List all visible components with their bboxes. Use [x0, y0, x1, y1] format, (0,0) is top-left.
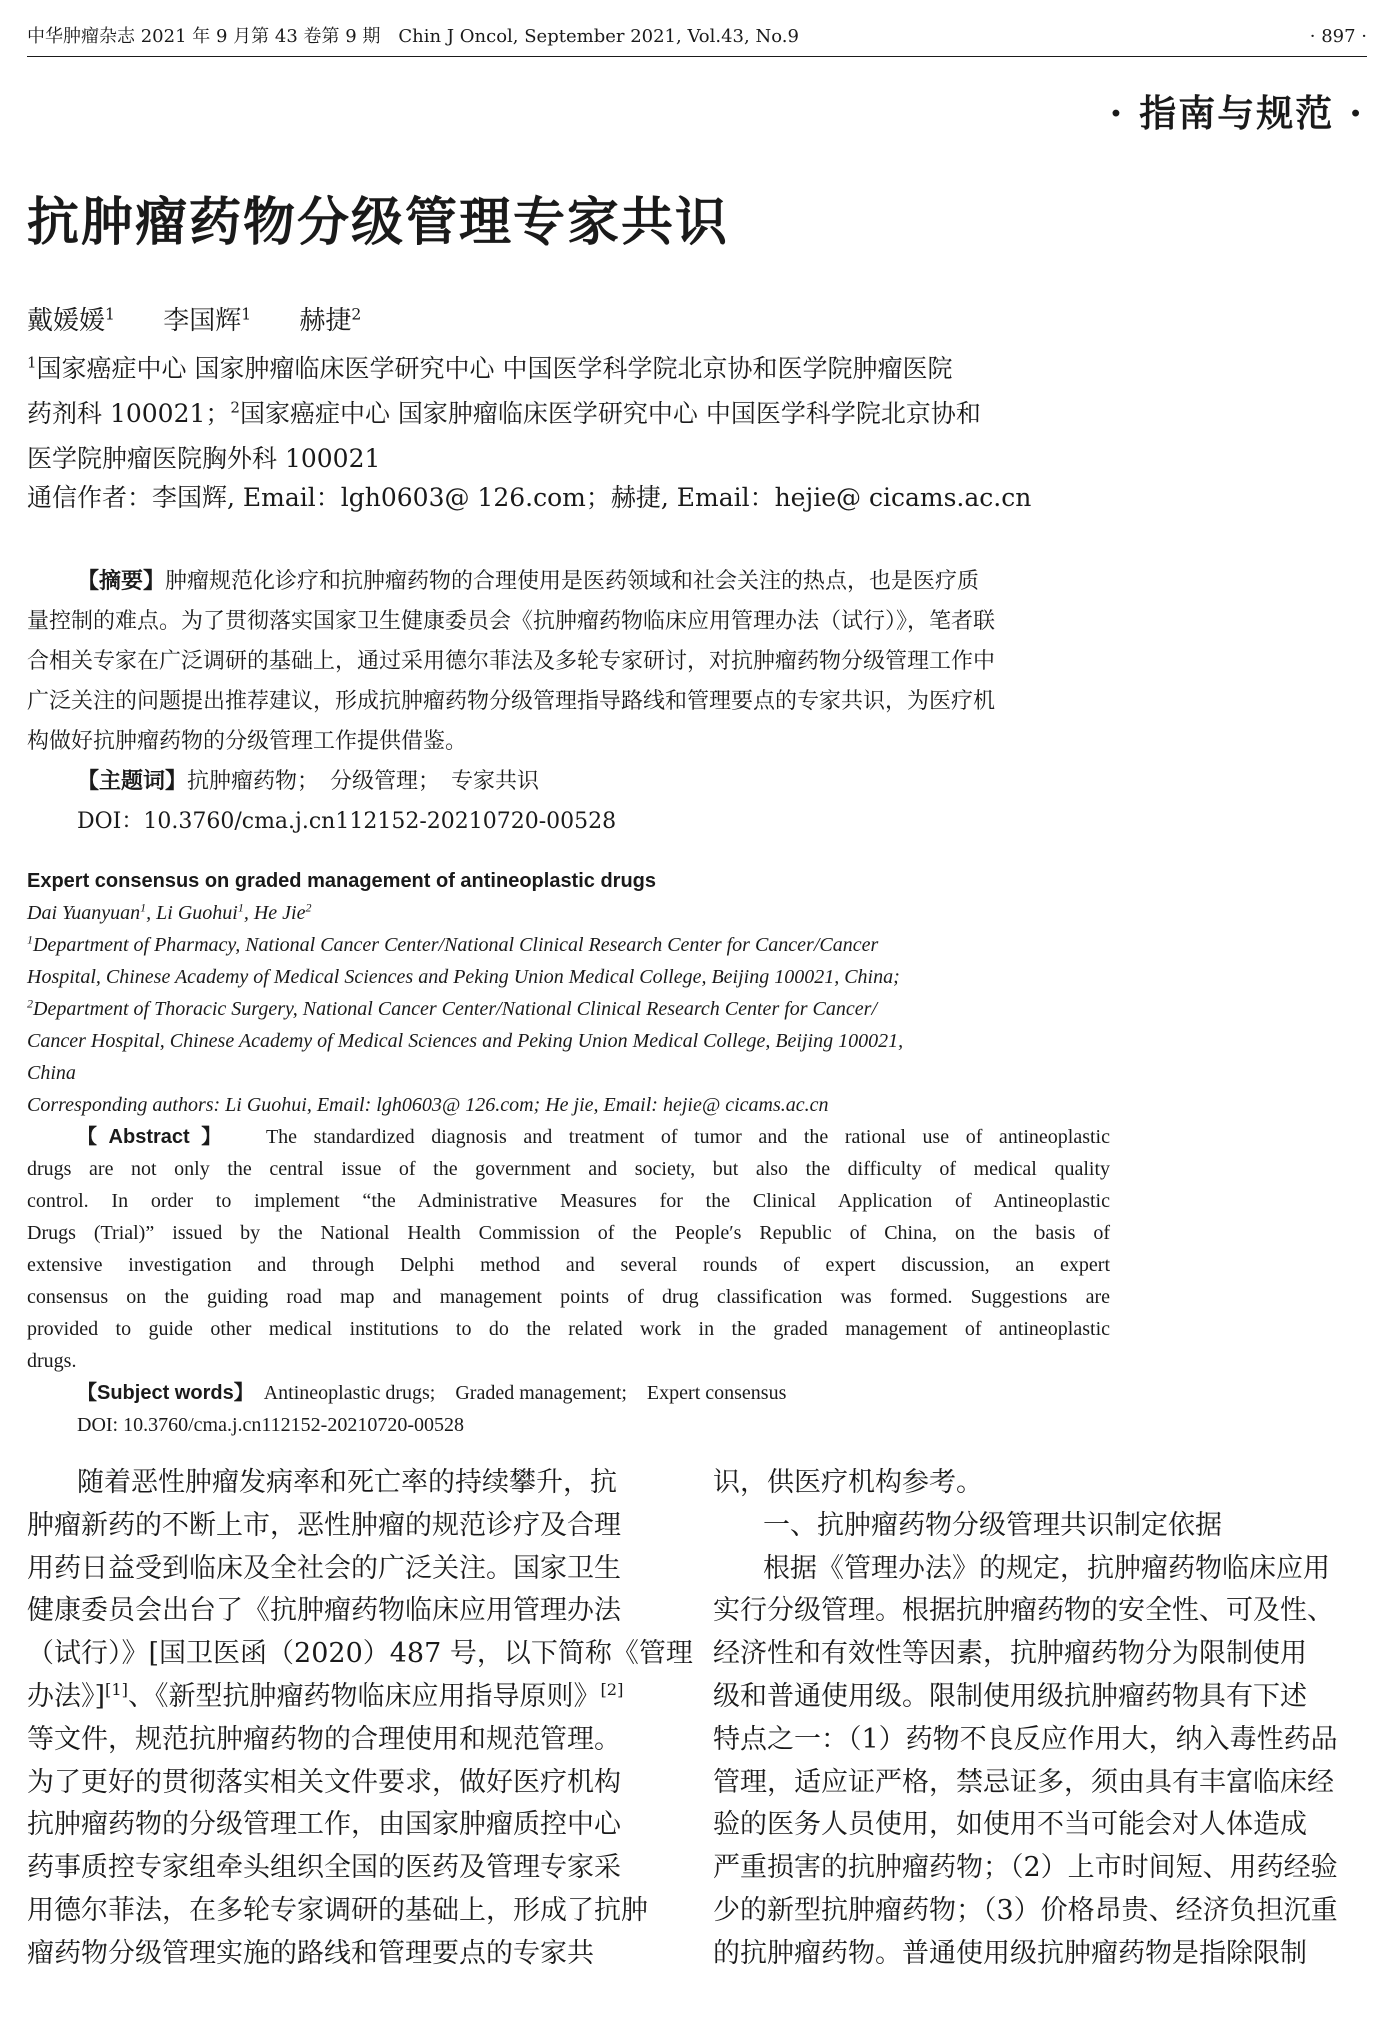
- affil-text: Department of Pharmacy, National Cancer Center/National Clinical Research Center for Cancer/Cancer: [33, 934, 879, 956]
- section-heading: 一、抗肿瘤药物分级管理共识制定依据: [763, 1509, 1222, 1541]
- body-line: 根据《管理办法》的规定，抗肿瘤药物临床应用: [763, 1552, 1330, 1584]
- running-head: [27, 24, 1367, 52]
- body-line: 严重损害的抗肿瘤药物；（2）上市时间短、用药经验: [713, 1852, 1338, 1884]
- body-column-right: [713, 1462, 1353, 1976]
- affil-text: 国家癌症中心 国家肿瘤临床医学研究中心 中国医学科学院北京协和: [239, 399, 981, 428]
- section-tag: · 指南与规范 ·: [1109, 91, 1364, 135]
- cn-corresponding-author: 通信作者：李国辉, Email：lgh0603@ 126.com；赫捷, Email：hejie@ cicams.ac.cn: [27, 483, 1032, 512]
- keywords-line: [27, 762, 1110, 802]
- body-text: 、《新型抗肿瘤药物临床应用指导原则》: [127, 1680, 601, 1712]
- affil-mark: 2: [27, 996, 33, 1011]
- body-line: 随着恶性肿瘤发病率和死亡率的持续攀升，抗: [77, 1467, 617, 1498]
- cn-author: [163, 306, 251, 336]
- en-author-name: Dai Yuanyuan: [27, 902, 141, 924]
- cn-author: [27, 306, 115, 336]
- cn-author-affil-mark: 1: [241, 305, 252, 324]
- en-authors: Dai Yuanyuan$^1$, Li Guohui$^1$, He Jie$^2$: [27, 900, 312, 924]
- body-line: 识，供医疗机构参考。: [713, 1467, 983, 1498]
- cn-affil-line: [27, 391, 1127, 436]
- abstract-line: [27, 562, 1110, 602]
- affil-text: 药剂科 100021；: [27, 399, 231, 428]
- body-line: 肿瘤新药的不断上市，恶性肿瘤的规范诊疗及合理: [27, 1509, 621, 1541]
- en-author-affil-mark: 2: [305, 900, 312, 915]
- body-line: （试行）》[国卫医函（2020）487 号，以下简称《管理: [27, 1638, 693, 1670]
- body-line: 为了更好的贯彻落实相关文件要求，做好医疗机构: [27, 1766, 621, 1798]
- abstract-label: 【摘要】: [77, 569, 166, 594]
- en-author-affil-mark: 1: [237, 900, 244, 915]
- cn-doi: DOI：10.3760/cma.j.cn112152-20210720-00528: [77, 809, 617, 834]
- cn-author-affil-mark: 1: [105, 305, 115, 324]
- body-line: 瘤药物分级管理实施的路线和管理要点的专家共: [27, 1937, 594, 1969]
- body-text: 办法》]: [27, 1680, 106, 1712]
- en-abstract-line: provided to guide other medical institutions to do the related work in the graded management of antineoplastic: [27, 1318, 1110, 1340]
- en-abstract-line: consensus on the guiding road map and management points of drug classification was formed. Suggestions are: [27, 1286, 1110, 1308]
- en-affil-line: [27, 993, 1110, 1025]
- article-title: 抗肿瘤药物分级管理专家共识: [27, 192, 730, 253]
- en-subject-label: 【Subject words】: [77, 1382, 254, 1404]
- body-line: 等文件，规范抗肿瘤药物的合理使用和规范管理。: [27, 1723, 621, 1755]
- cn-affil-line: 医学院肿瘤医院胸外科 100021: [27, 444, 381, 473]
- en-abstract-label: 【Abstract】: [77, 1126, 233, 1148]
- affil-mark: 2: [230, 398, 240, 417]
- journal-citation: 中华肿瘤杂志 2021 年 9 月第 43 卷第 9 期 Chin J Oncol, September 2021, Vol.43, No.9: [27, 26, 799, 47]
- en-doi: DOI: 10.3760/cma.j.cn112152-20210720-00528: [77, 1414, 464, 1436]
- keywords-label: 【主题词】: [77, 769, 188, 794]
- en-affil-line: Hospital, Chinese Academy of Medical Sciences and Peking Union Medical College, Beijing 100021, China;: [27, 966, 900, 988]
- reference-citation[interactable]: [1]: [105, 1679, 128, 1699]
- body-line: 特点之一：（1）药物不良反应作用大，纳入毒性药品: [713, 1723, 1338, 1755]
- en-author-name: Li Guohui: [156, 902, 238, 924]
- abstract-line: 广泛关注的问题提出推荐建议，形成抗肿瘤药物分级管理指导路线和管理要点的专家共识，为医疗机: [27, 689, 996, 714]
- keywords-text: 抗肿瘤药物； 分级管理； 专家共识: [187, 769, 540, 794]
- abstract-line: 量控制的难点。为了贯彻落实国家卫生健康委员会《抗肿瘤药物临床应用管理办法（试行）》，笔者联: [27, 609, 996, 634]
- body-line: 少的新型抗肿瘤药物；（3）价格昂贵、经济负担沉重: [713, 1894, 1338, 1926]
- cn-authors: [27, 302, 401, 340]
- en-affil-line: Cancer Hospital, Chinese Academy of Medical Sciences and Peking Union Medical College, Beijing 100021,: [27, 1030, 904, 1052]
- abstract-line: 构做好抗肿瘤药物的分级管理工作提供借鉴。: [27, 729, 468, 754]
- affil-text: 国家癌症中心 国家肿瘤临床医学研究中心 中国医学科学院北京协和医学院肿瘤医院: [36, 354, 953, 383]
- header-rule: [27, 56, 1367, 57]
- cn-author-name: 李国辉: [163, 306, 242, 336]
- body-line: 健康委员会出台了《抗肿瘤药物临床应用管理办法: [27, 1595, 621, 1627]
- en-author-affil-mark: 1: [140, 900, 147, 915]
- body-line: 用药日益受到临床及全社会的广泛关注。国家卫生: [27, 1552, 621, 1584]
- cn-affiliations: [27, 346, 1127, 481]
- en-affil-line: [27, 929, 1110, 961]
- cn-author-affil-mark: 2: [351, 305, 362, 324]
- body-line: 药事质控专家组牵头组织全国的医药及管理专家采: [27, 1852, 621, 1884]
- english-abstract-block: [27, 865, 1110, 1441]
- cn-author: [299, 306, 361, 336]
- affil-mark: 1: [27, 353, 37, 372]
- cn-author-name: 赫捷: [299, 306, 352, 336]
- en-abstract-text: The standardized diagnosis and treatment of tumor and the rational use of antineoplastic: [265, 1126, 1110, 1148]
- page-number: · 897 ·: [1309, 26, 1367, 47]
- abstract-text: 肿瘤规范化诊疗和抗肿瘤药物的合理使用是医药领域和社会关注的热点，也是医疗质: [165, 569, 980, 594]
- en-abstract-line: drugs.: [27, 1350, 77, 1372]
- en-author-name: He Jie: [253, 902, 306, 924]
- en-corresponding-authors: Corresponding authors: Li Guohui, Email: lgh0603@ 126.com; He jie, Email: hejie@ cicams.ac.cn: [27, 1094, 829, 1116]
- cn-author-name: 戴媛媛: [27, 306, 106, 336]
- en-abstract-line: Drugs (Trial)” issued by the National Health Commission of the People′s Republic of China, on the basis of: [27, 1222, 1110, 1244]
- body-line: 用德尔菲法，在多轮专家调研的基础上，形成了抗肿: [27, 1894, 648, 1926]
- body-line: [27, 1676, 667, 1719]
- en-subject-words: [27, 1377, 1110, 1409]
- body-line: 的抗肿瘤药物。普通使用级抗肿瘤药物是指除限制: [713, 1937, 1307, 1969]
- abstract-line: 合相关专家在广泛调研的基础上，通过采用德尔菲法及多轮专家研讨，对抗肿瘤药物分级管理工作中: [27, 649, 996, 674]
- affil-text: Department of Thoracic Surgery, National Cancer Center/National Clinical Research Center for Cancer/: [33, 998, 877, 1020]
- body-line: 管理，适应证严格，禁忌证多，须由具有丰富临床经: [713, 1766, 1334, 1798]
- body-column-left: [27, 1462, 693, 1976]
- body-line: 级和普通使用级。限制使用级抗肿瘤药物具有下述: [713, 1680, 1307, 1712]
- body-line: 抗肿瘤药物的分级管理工作，由国家肿瘤质控中心: [27, 1809, 621, 1841]
- cn-affil-line: [27, 346, 1127, 391]
- body-line: 经济性和有效性等因素，抗肿瘤药物分为限制使用: [713, 1638, 1307, 1670]
- en-title: Expert consensus on graded management of antineoplastic drugs: [27, 870, 657, 892]
- en-abstract-line: drugs are not only the central issue of the government and society, but also the difficulty of medical quality: [27, 1158, 1110, 1180]
- body-line: 实行分级管理。根据抗肿瘤药物的安全性、可及性、: [713, 1595, 1334, 1627]
- en-abstract-line: control. In order to implement “the Administrative Measures for the Clinical Application of Antineoplastic: [27, 1190, 1110, 1212]
- en-affil-line: China: [27, 1062, 76, 1084]
- en-subject-text: Antineoplastic drugs; Graded management; Expert consensus: [263, 1382, 787, 1404]
- en-abstract-line: extensive investigation and through Delphi method and several rounds of expert discussion, an expert: [27, 1254, 1110, 1276]
- reference-citation[interactable]: [2]: [600, 1679, 624, 1699]
- en-abstract-line: [27, 1121, 1110, 1153]
- cn-abstract: [27, 562, 1110, 842]
- affil-mark: 1: [27, 932, 33, 947]
- body-line: 验的医务人员使用，如使用不当可能会对人体造成: [713, 1809, 1307, 1841]
